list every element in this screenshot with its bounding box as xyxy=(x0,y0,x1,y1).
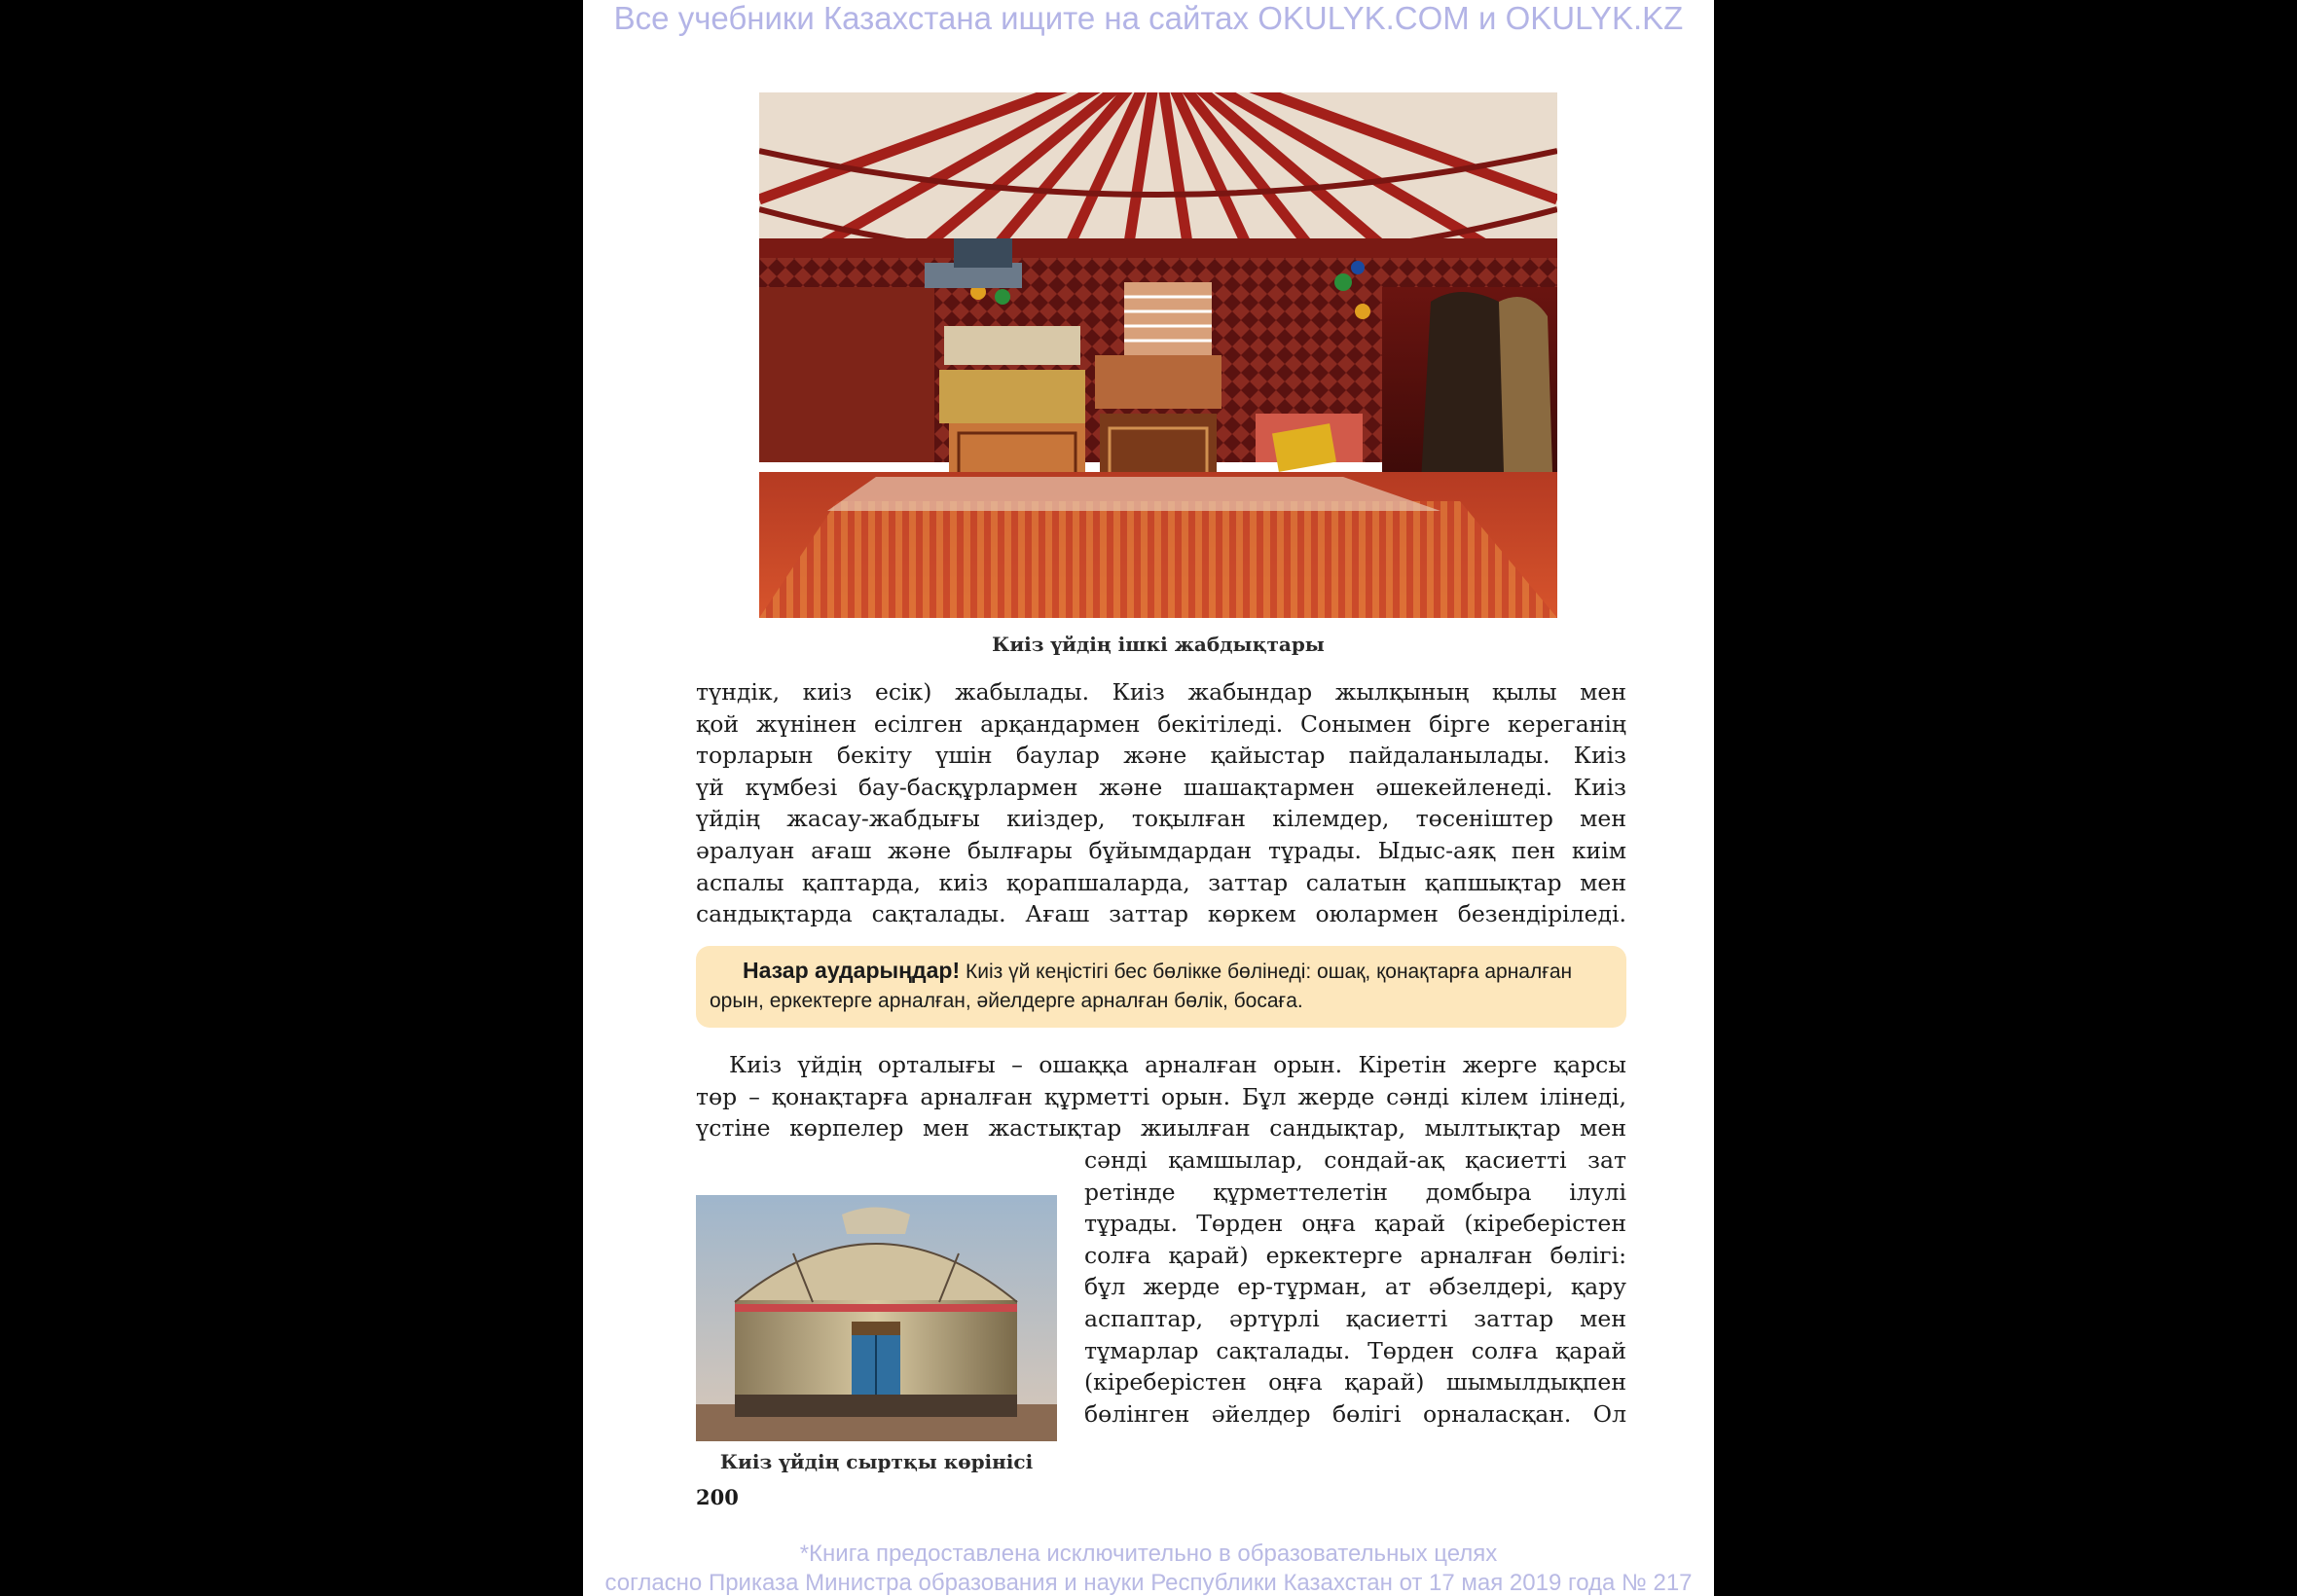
paragraph-1-line: сандықтарда сақталады. Ағаш заттар көркем оюлармен безендіріледі. xyxy=(696,900,1626,928)
paragraph-2-line: төр – қонақтарға арналған құрметті орын. Бұл жерде сәнді кілем ілінеді, xyxy=(696,1082,1626,1110)
textbook-page xyxy=(583,0,1714,1596)
exterior-photo-caption: Киіз үйдің сыртқы көрінісі xyxy=(719,1450,1034,1473)
paragraph-2-line: (кіреберістен оңға қарай) шымылдықпен xyxy=(1084,1368,1626,1396)
attention-note xyxy=(696,946,1626,1028)
paragraph-1-line: торларын бекіту үшін баулар және қайыстар пайдаланылады. Киіз xyxy=(696,742,1626,770)
paragraph-2-line: Киіз үйдің орталығы – ошаққа арналған орын. Кіретін жерге қарсы xyxy=(729,1051,1626,1078)
yurt-exterior-photo xyxy=(696,1195,1057,1441)
paragraph-2-line: солға қарай) еркектерге арналған бөлігі: xyxy=(1084,1241,1626,1269)
paragraph-1 xyxy=(696,676,1626,930)
paragraph-1-line: әралуан ағаш және былғары бұйымдардан тұрады. Ыдыс-аяқ пен киім xyxy=(696,836,1626,864)
paragraph-1-line: қой жүнінен есілген арқандармен бекітіледі. Сонымен бірге кереганің xyxy=(696,709,1626,738)
page-number: 200 xyxy=(696,1485,739,1509)
interior-photo-caption: Киіз үйдің ішкі жабдықтары xyxy=(992,633,1325,656)
paragraph-2-line: үстіне көрпелер мен жастықтар жиылған сандықтар, мылтықтар мен xyxy=(696,1114,1626,1143)
paragraph-2-wrap xyxy=(1084,1144,1626,1430)
watermark-bottom-line-1: *Книга предоставлена исключительно в образовательных целях xyxy=(799,1541,1498,1567)
watermark-top: Все учебники Казахстана ищите на сайтах OKULYK.COM и OKULYK.KZ xyxy=(613,0,1684,36)
paragraph-2-top xyxy=(696,1049,1626,1144)
paragraph-2-line: тұрады. Төрден оңға қарай (кіреберістен xyxy=(1084,1210,1626,1238)
paragraph-2-line: ретінде құрметтелетін домбыра ілулі xyxy=(1084,1178,1626,1206)
paragraph-2-line: сәнді қамшылар, сондай-ақ қасиетті зат xyxy=(1084,1146,1626,1174)
watermark-bottom-line-2: согласно Приказа Министра образования и науки Республики Казахстан от 17 мая 2019 года № 217 xyxy=(604,1570,1693,1596)
paragraph-1-line: үй күмбезі бау-басқұрлармен және шашақтармен әшекейленеді. Киіз xyxy=(696,773,1626,801)
paragraph-1-line: үйдің жасау-жабдығы киіздер, тоқылған кілемдер, төсеніштер мен xyxy=(696,805,1626,833)
note-line-1 xyxy=(710,956,1613,987)
paragraph-2-line: бұл жерде ер-тұрман, ат әбзелдері, қару xyxy=(1084,1273,1626,1301)
paragraph-2-line: бөлінген әйелдер бөлігі орналасқан. Ол xyxy=(1084,1399,1626,1428)
paragraph-1-line: аспалы қаптарда, киіз қорапшаларда, заттар салатын қапшықтар мен xyxy=(696,868,1626,896)
note-text: Киіз үй кеңістігі бес бөлікке бөлінеді: ошақ, қонақтарға арналған xyxy=(960,961,1573,983)
paragraph-2-line: аспаптар, әртүрлі қасиетті заттар мен xyxy=(1084,1304,1626,1332)
paragraph-2-line: тұмарлар сақталады. Төрден солға қарай xyxy=(1084,1336,1626,1364)
yurt-interior-photo xyxy=(759,92,1557,618)
note-line-2: орын, еркектерге арналған, әйелдерге арналған бөлік, босаға. xyxy=(710,990,1303,1012)
note-title: Назар аударыңдар! xyxy=(743,958,961,983)
paragraph-1-line: түндік, киіз есік) жабылады. Киіз жабындар жылқының қылы мен xyxy=(696,678,1626,706)
